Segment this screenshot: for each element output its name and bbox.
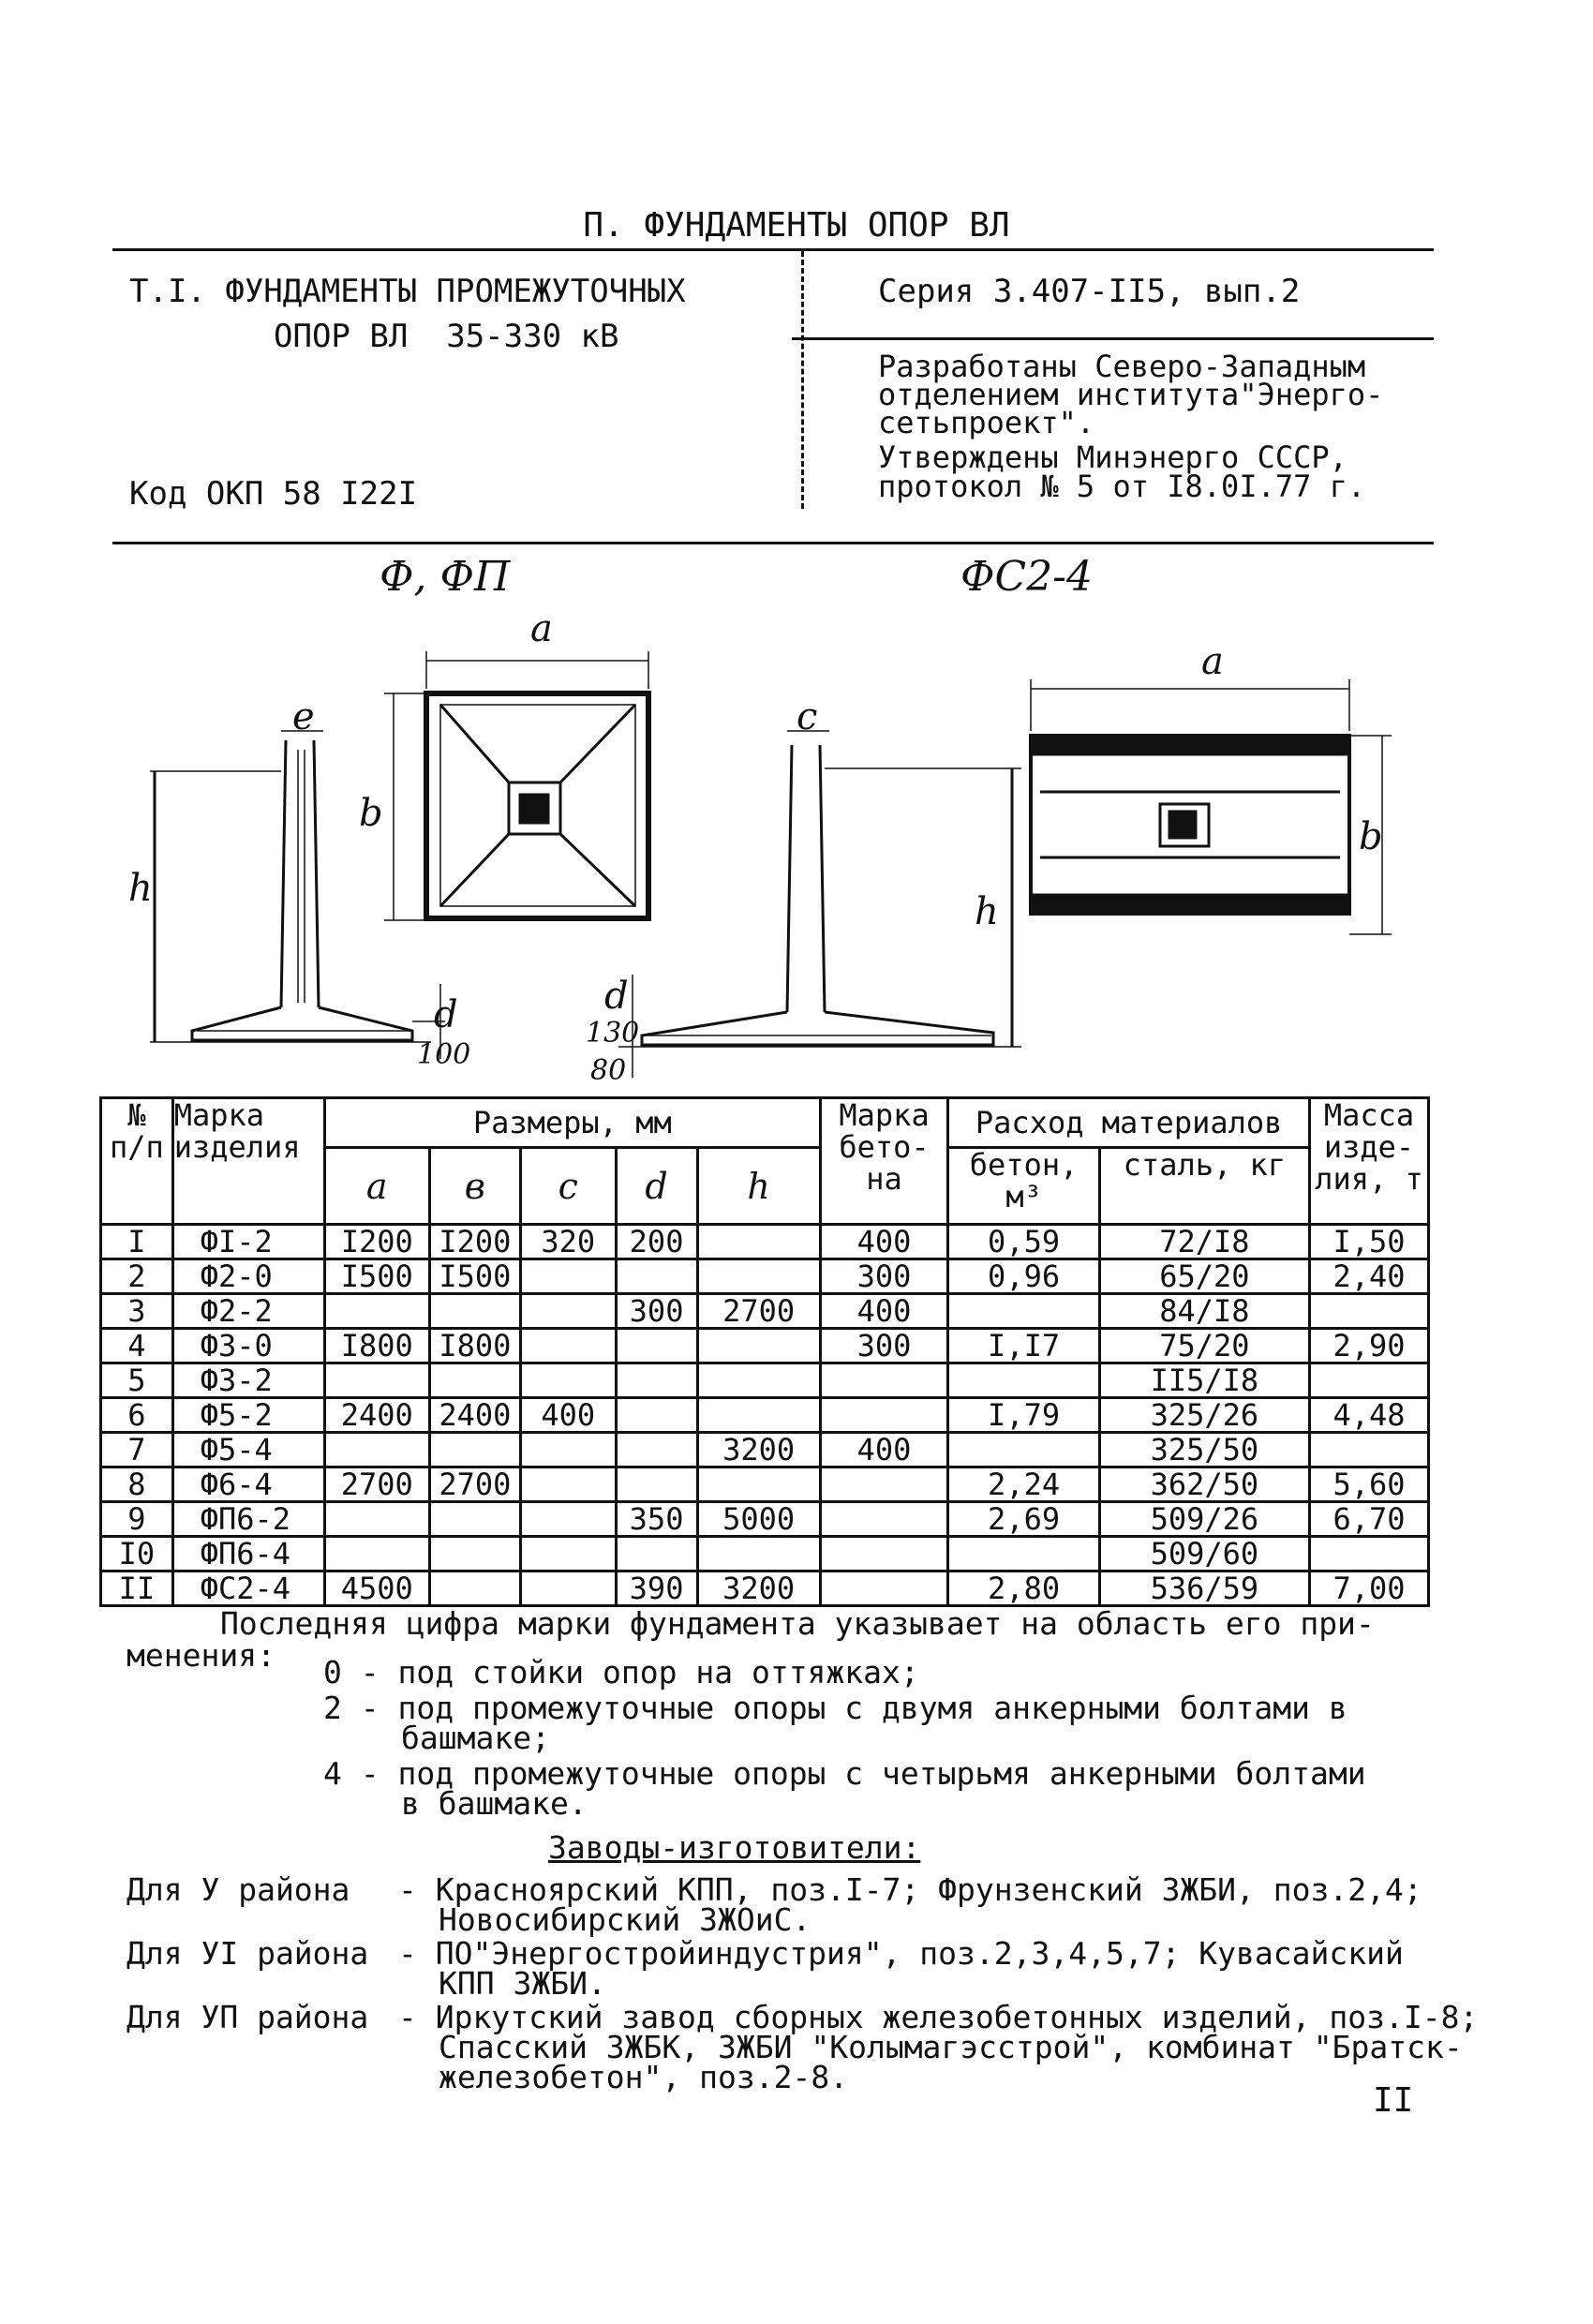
note-item-0: 0 - под стойки опор на оттяжках;: [323, 1654, 919, 1691]
cell-c: 320: [521, 1225, 617, 1259]
left-elevation: [150, 731, 445, 1059]
cell-h: 3200: [697, 1433, 820, 1467]
cell-n: 5: [101, 1363, 173, 1398]
col-mass: Масса изде-лия, т: [1309, 1098, 1428, 1225]
cell-mass: [1309, 1294, 1428, 1329]
cell-conc: 0,96: [948, 1259, 1099, 1294]
cell-conc: [948, 1433, 1099, 1467]
col-num: № п/п: [101, 1098, 173, 1225]
col-concrete-grade: Марка бето-на: [820, 1098, 948, 1225]
dim-d-right: d: [604, 975, 629, 1018]
page-number: II: [1373, 2081, 1414, 2120]
doc-title-line2: ОПОР ВЛ 35-330 кВ: [274, 318, 619, 355]
cell-a: I200: [324, 1225, 429, 1259]
cell-grade: 300: [820, 1259, 948, 1294]
cell-c: 400: [521, 1398, 617, 1433]
dim-b-right: b: [1359, 815, 1383, 858]
table-row: [101, 1363, 1429, 1398]
cell-c: [521, 1329, 617, 1363]
cell-a: [324, 1433, 429, 1467]
cell-b: [429, 1433, 520, 1467]
okp-code: Код ОКП 58 I22I: [129, 475, 418, 513]
dev-line-1: Разработаны Северо-Западным: [878, 349, 1366, 384]
dim-d-left: d: [434, 993, 458, 1036]
factories-title: Заводы-изготовители:: [548, 1829, 921, 1866]
col-c: c: [521, 1148, 617, 1225]
region-7-label: Для УП района: [127, 1999, 369, 2035]
cell-mark: Ф2-2: [172, 1294, 324, 1329]
table-row: [101, 1398, 1429, 1433]
cell-conc: [948, 1294, 1099, 1329]
cell-n: 9: [101, 1502, 173, 1537]
cell-d: 300: [616, 1294, 697, 1329]
cell-h: 5000: [697, 1502, 820, 1537]
dev-line-2: отделением института"Энерго-: [878, 377, 1384, 412]
cell-steel: II5/I8: [1099, 1363, 1309, 1398]
section-title: П. ФУНДАМЕНТЫ ОПОР ВЛ: [583, 206, 1010, 245]
cell-h: 3200: [697, 1572, 820, 1606]
cell-mark: Ф6-4: [172, 1467, 324, 1502]
cell-conc: I,79: [948, 1398, 1099, 1433]
table-row: [101, 1572, 1429, 1606]
dim-e: e: [292, 695, 315, 738]
cell-b: [429, 1502, 520, 1537]
cell-a: 4500: [324, 1572, 429, 1606]
table-row: [101, 1502, 1429, 1537]
cell-h: [697, 1467, 820, 1502]
cell-d: 200: [616, 1225, 697, 1259]
note-item-4-line1: 4 - под промежуточные опоры с четырьмя анкерными болтами: [323, 1755, 1366, 1792]
cell-conc: [948, 1537, 1099, 1572]
dev-line-4: Утверждены Минэнерго СССР,: [878, 439, 1347, 475]
cell-grade: [820, 1537, 948, 1572]
left-plan: [384, 651, 648, 920]
dim-a-right: a: [1201, 640, 1224, 683]
cell-b: 2400: [429, 1398, 520, 1433]
region-7-line2: Спасский ЗЖБК, ЗЖБИ "Колымагэсстрой", комбинат "Братск-: [439, 2029, 1463, 2065]
figure-label-left: Ф, ФП: [380, 553, 511, 601]
cell-grade: [820, 1502, 948, 1537]
cell-mark: Ф3-0: [172, 1329, 324, 1363]
table-row: [101, 1467, 1429, 1502]
cell-d: [616, 1329, 697, 1363]
cell-n: 2: [101, 1259, 173, 1294]
table-row: [101, 1433, 1429, 1467]
cell-mass: [1309, 1537, 1428, 1572]
cell-d: [616, 1363, 697, 1398]
dim-b-left: b: [359, 792, 383, 835]
cell-n: 3: [101, 1294, 173, 1329]
cell-b: I500: [429, 1259, 520, 1294]
region-5-line2: Новосибирский ЗЖОиС.: [439, 1901, 811, 1938]
dim-80: 80: [590, 1054, 627, 1087]
region-6-label: Для УI района: [127, 1935, 369, 1972]
cell-mark: Ф2-0: [172, 1259, 324, 1294]
cell-grade: 400: [820, 1433, 948, 1467]
cell-h: [697, 1398, 820, 1433]
cell-a: 2400: [324, 1398, 429, 1433]
table-row: [101, 1259, 1429, 1294]
region-6-line2: КПП ЗЖБИ.: [439, 1965, 606, 2002]
cell-mark: ФП6-4: [172, 1537, 324, 1572]
series-label: Серия 3.407-II5, вып.2: [878, 273, 1301, 310]
cell-grade: [820, 1467, 948, 1502]
note-item-2-line2: башмаке;: [401, 1720, 550, 1756]
cell-b: [429, 1363, 520, 1398]
dim-h-right: h: [975, 890, 999, 933]
cell-c: [521, 1294, 617, 1329]
cell-mass: 6,70: [1309, 1502, 1428, 1537]
cell-conc: 2,24: [948, 1467, 1099, 1502]
cell-mass: 2,40: [1309, 1259, 1428, 1294]
cell-c: [521, 1259, 617, 1294]
cell-grade: [820, 1363, 948, 1398]
table-row: [101, 1294, 1429, 1329]
cell-mark: ФI-2: [172, 1225, 324, 1259]
cell-a: [324, 1502, 429, 1537]
col-concrete: бетон, м³: [948, 1148, 1099, 1225]
region-6-line1: - ПО"Энергостройиндустрия", поз.2,3,4,5,7; Кувасайский: [398, 1935, 1404, 1972]
cell-d: [616, 1433, 697, 1467]
cell-a: [324, 1294, 429, 1329]
cell-mark: ФП6-2: [172, 1502, 324, 1537]
cell-a: [324, 1537, 429, 1572]
col-steel: сталь, кг: [1099, 1148, 1309, 1225]
cell-steel: 72/I8: [1099, 1225, 1309, 1259]
note-item-4-line2: в башмаке.: [401, 1785, 588, 1822]
right-elevation: [618, 731, 1021, 1078]
cell-mark: ФС2-4: [172, 1572, 324, 1606]
cell-d: [616, 1467, 697, 1502]
region-5-label: Для У района: [127, 1871, 350, 1908]
cell-h: [697, 1363, 820, 1398]
cell-steel: 536/59: [1099, 1572, 1309, 1606]
divider: [112, 248, 1434, 251]
cell-b: [429, 1537, 520, 1572]
cell-grade: [820, 1398, 948, 1433]
cell-b: I800: [429, 1329, 520, 1363]
cell-mark: Ф5-2: [172, 1398, 324, 1433]
cell-b: 2700: [429, 1467, 520, 1502]
cell-grade: 400: [820, 1294, 948, 1329]
table-row: [101, 1329, 1429, 1363]
cell-d: [616, 1537, 697, 1572]
cell-n: 6: [101, 1398, 173, 1433]
dim-h-left: h: [128, 867, 153, 910]
cell-a: I800: [324, 1329, 429, 1363]
cell-steel: 84/I8: [1099, 1294, 1309, 1329]
cell-mass: 5,60: [1309, 1467, 1428, 1502]
dim-c: c: [796, 695, 818, 738]
dim-130: 130: [586, 1017, 640, 1050]
col-materials: Расход материалов: [948, 1098, 1310, 1148]
cell-n: 7: [101, 1433, 173, 1467]
cell-mass: 7,00: [1309, 1572, 1428, 1606]
cell-grade: 300: [820, 1329, 948, 1363]
cell-h: [697, 1329, 820, 1363]
cell-conc: I,I7: [948, 1329, 1099, 1363]
cell-conc: 0,59: [948, 1225, 1099, 1259]
col-h: h: [697, 1148, 820, 1225]
cell-a: [324, 1363, 429, 1398]
doc-title-line1: Т.I. ФУНДАМЕНТЫ ПРОМЕЖУТОЧНЫХ: [129, 273, 686, 310]
cell-mass: [1309, 1433, 1428, 1467]
cell-d: [616, 1398, 697, 1433]
note-intro-2: менения:: [127, 1637, 275, 1674]
cell-steel: 325/26: [1099, 1398, 1309, 1433]
region-5-line1: - Красноярский КПП, поз.I-7; Фрунзенский ЗЖБИ, поз.2,4;: [398, 1871, 1422, 1908]
cell-a: I500: [324, 1259, 429, 1294]
region-7-line3: железобетон", поз.2-8.: [439, 2059, 849, 2095]
cell-n: 8: [101, 1467, 173, 1502]
note-intro-1: Последняя цифра марки фундамента указывает на область его при-: [220, 1605, 1375, 1642]
right-plan: [1031, 679, 1392, 934]
cell-steel: 325/50: [1099, 1433, 1309, 1467]
cell-b: I200: [429, 1225, 520, 1259]
cell-grade: 400: [820, 1225, 948, 1259]
cell-d: 390: [616, 1572, 697, 1606]
cell-grade: [820, 1572, 948, 1606]
cell-mark: Ф5-4: [172, 1433, 324, 1467]
dim-a-left: a: [530, 607, 553, 650]
cell-a: 2700: [324, 1467, 429, 1502]
dev-line-5: протокол № 5 от I8.0I.77 г.: [878, 469, 1366, 504]
cell-conc: 2,69: [948, 1502, 1099, 1537]
cell-n: I: [101, 1225, 173, 1259]
cell-mass: 4,48: [1309, 1398, 1428, 1433]
cell-h: [697, 1537, 820, 1572]
col-d: d: [616, 1148, 697, 1225]
cell-c: [521, 1502, 617, 1537]
cell-h: 2700: [697, 1294, 820, 1329]
cell-mark: Ф3-2: [172, 1363, 324, 1398]
cell-n: II: [101, 1572, 173, 1606]
cell-b: [429, 1294, 520, 1329]
col-sizes: Размеры, мм: [324, 1098, 820, 1148]
cell-c: [521, 1537, 617, 1572]
cell-steel: 509/60: [1099, 1537, 1309, 1572]
cell-mass: I,50: [1309, 1225, 1428, 1259]
specification-table: [99, 1096, 1430, 1607]
figure-label-right: ФС2-4: [960, 553, 1094, 601]
cell-d: [616, 1259, 697, 1294]
series-divider: [792, 337, 1434, 340]
cell-n: I0: [101, 1537, 173, 1572]
col-b: в: [429, 1148, 520, 1225]
cell-steel: 65/20: [1099, 1259, 1309, 1294]
cell-h: [697, 1259, 820, 1294]
header-bottom-divider: [112, 542, 1434, 544]
foundation-drawings: [0, 590, 1593, 1096]
cell-steel: 509/26: [1099, 1502, 1309, 1537]
cell-c: [521, 1467, 617, 1502]
dim-100: 100: [417, 1038, 471, 1071]
region-7-line1: - Иркутский завод сборных железобетонных изделий, поз.I-8;: [398, 1999, 1479, 2035]
cell-d: 350: [616, 1502, 697, 1537]
cell-mass: 2,90: [1309, 1329, 1428, 1363]
cell-conc: [948, 1363, 1099, 1398]
table-row: [101, 1537, 1429, 1572]
cell-steel: 75/20: [1099, 1329, 1309, 1363]
note-item-2-line1: 2 - под промежуточные опоры с двумя анкерными болтами в: [323, 1690, 1347, 1726]
cell-c: [521, 1572, 617, 1606]
cell-mass: [1309, 1363, 1428, 1398]
cell-c: [521, 1363, 617, 1398]
cell-b: [429, 1572, 520, 1606]
cell-conc: 2,80: [948, 1572, 1099, 1606]
cell-n: 4: [101, 1329, 173, 1363]
dev-line-3: сетьпроект".: [878, 405, 1095, 440]
col-mark: Марка изделия: [172, 1098, 324, 1225]
col-a: a: [324, 1148, 429, 1225]
cell-steel: 362/50: [1099, 1467, 1309, 1502]
table-row: [101, 1225, 1429, 1259]
cell-h: [697, 1225, 820, 1259]
header-divider: [801, 251, 804, 509]
cell-c: [521, 1433, 617, 1467]
